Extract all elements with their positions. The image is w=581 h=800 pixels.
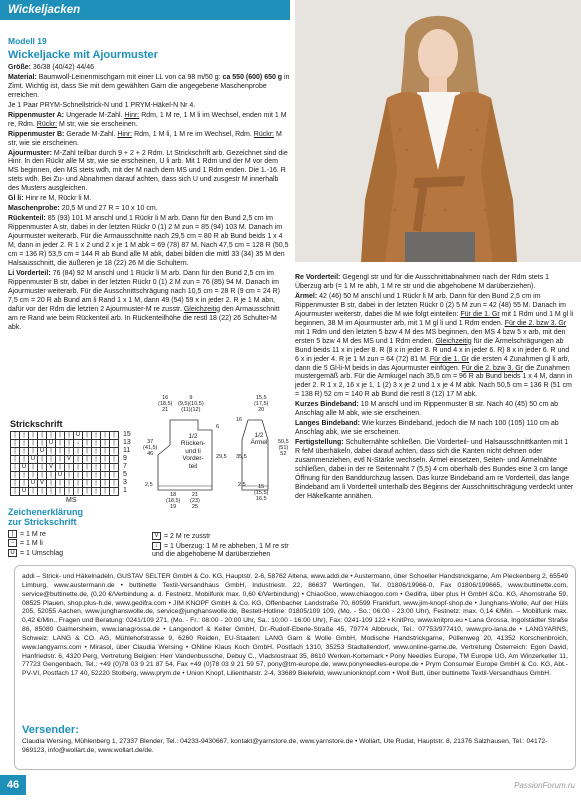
- kurzes-bindeband: Kurzes Bindeband: 10 M anschl und im Rippenmuster B str. Nach 40 (45) 50 cm ab Anschlag alle M abk, wie sie erscheinen.: [295, 401, 559, 418]
- sizes-paragraph: Größe: 36/38 (40/42) 44/46: [8, 63, 95, 71]
- material-paragraph: Material: Baumwoll-Leinenmischgarn mit einer LL von ca 98 m/50 g: ca 550 (600) 650 g in Zimt. Wichtig ist, dass Sie mit dem gewählten Garn die angegebene Maschenprobe erreichen.: [8, 73, 290, 99]
- aermel: Ärmel: 42 (46) 50 M anschl und 1 Rückr li M arb. Dann für den Bund 2,5 cm im Rippenmuster B str, dabei in der letzten Rückr 0 (2) 5 M zun = 42 (48) 55 M. Danach im Ajourmuster weiterstr, dabei die M wie folgt einteilen: Für die 1. Gr mit 1 Rdm und 1 M gl li beginnen, 38 M im Ajourmuster arb, mit 1 M gl li und 1 Rdm enden. Für die 2. bzw 3. Gr mit 1 Rdm und den letzten 5 bzw 4 M des MS beginnen, den MS 4 bzw 5 x arb, mit den ersten 5 bzw 4 M des MS und 1 Rdm enden. Gleichzeitig für die Ärmelschrägungen ab Bund beids 11 x in jeder 8. R (8 x in jeder 8. R und 4 x in jeder 6. R) 8 x in jeder 6. R und 6 x in jeder 4. R je 1 M zun = 64 (72) 81 M. Für die 1. Gr die ersten 4 Zunahmen gl li arb, dann die 5 Gl-li-M beids in das Ajourmuster einfügen. Für die 2. bzw 3. Gr die Zunahmen mustergemäß arb. Für die Armkugel nach 35,5 cm = 96 R ab Bund beids 1 x 4 M, dann in jeder 2. R 1 x 2, 16 x je 1, 1 (2) 3 x je 2 und 1 x je 4 M abk. Nach 50,5 cm = 136 R (51 cm = 138 R) 52 cm = 140 R ab Bund die restl 8 (12) 17 M abk.: [295, 292, 574, 399]
- maschenprobe: Maschenprobe: 20,5 M und 27 R = 10 x 10 cm.: [8, 205, 158, 213]
- instructions-left: [8, 36, 290, 334]
- ajourmuster: Ajourmuster: M-Zahl teilbar durch 9 + 2 + 2 Rdm. Lt Strickschrift arb. Gezeichnet sind die Hinr. In den Rückr alle M str, wie sie erscheinen, U li arb. Mit 1 Rdm und der M vor dem MS beginnen, den MS stets wdh, mit der M nach dem MS und 1 Rdm enden. Die 1.-16. R stets wdh. Bei Zu- und Abnahmen darauf achten, dass sich U und zusgestr M innerhalb des Musters ausgleichen.: [8, 149, 288, 193]
- legend-item: | = 1 M re: [8, 530, 290, 540]
- legend-item: U = 1 Umschlag: [8, 549, 290, 559]
- knitting-chart: | | | | | | | U | | | | | | | | U | | ↓ | | | | | | | U | | | | | | | | | | U | | | V | | | | | | U | | V | | | | | | | | | | | | U | | | | | | | | U V | | | | | | | | | U | | | | | | | | | |: [10, 431, 119, 496]
- legend-item: − = 1 M li: [8, 539, 290, 549]
- rueckenteil: Rückenteil: 85 (93) 101 M anschl und 1 Rückr li M arb. Dann für den Bund 2,5 cm im Rippenmuster A str, dabei in der letzten Rückr 0 (1) 2 M zun = 85 (94) 103 M. Danach im Ajourmuster weiterarb. Für die Armausschnitte nach 29,5 cm = 80 R ab Bund beids 1 x 4 M, dann in jeder 2. R 1 x 2 und 2 x je 1 M abk = 69 (78) 87 M. Nach 47,5 cm = 128 R (50,5 cm = 136 R) 53,5 cm = 144 R ab Bund alle M abk, dabei bilden die mittl 33 (34) 35 M den Halsausschnitt, die äußeren je 18 (22) 26 M die Schultern.: [8, 215, 289, 267]
- ms-label: MS: [66, 497, 77, 504]
- fertigstellung: Fertigstellung: Schulternähte schließen. Die Vorderteil- und Halsausschnittkanten mit 1 R feM überhäkeln, dabei darauf achten, dass sich die Kanten nicht dehnen oder zusammenziehen, evtl N-Stärke wechseln. Ärmel einsetzen, Seiten- und Ärmelnähte schließen, dabei in der re Seitennaht 7 (5,5) 4 cm oberhalb des Bundes eine 3 cm lange Öffnung für den Banddurchzug lassen. Das kurze Bindeband am re Vorderteil, das lange Bindeband am li Vorderteil unterhalb des Beginns der Ausschnittschrägung verdeckt unter der Häkelkante annähen.: [295, 439, 574, 500]
- rippenmuster-b: Rippenmuster B: Gerade M-Zahl. Hinr: Rdm, 1 M li, 1 M re im Wechsel, Rdm. Rückr: M str, wie sie erscheinen.: [8, 130, 282, 147]
- legend-item: V = 2 M re zusstr: [152, 532, 292, 542]
- page-title: Wickeljacken: [8, 4, 81, 16]
- rippenmuster-a: Rippenmuster A: Ungerade M-Zahl. Hinr: Rdm, 1 M re, 1 M li im Wechsel, enden mit 1 M re, Rdm. Rückr: M str, wie sie erscheinen.: [8, 111, 287, 128]
- page-number: 46: [0, 775, 26, 795]
- model-title: Wickeljacke mit Ajourmuster: [8, 48, 158, 61]
- versender-block: [22, 723, 568, 755]
- legend-item: ↓ = 1 Überzug: 1 M re abheben, 1 M re str und die abgehobene M darüberziehen: [152, 542, 289, 559]
- model-photo: [295, 0, 581, 262]
- versender-text: Claudia Wersing, Mühlenberg 1, 27337 Blender, Tel.: 04233-9430667, kontakt@yarnstore.de, www.yarnstore.de • Wollart, Ute Rudat, Hauptstr. 8, 21376 Salzhausen, Tel.: 04172-969123, info@wollart.de, www.wollart.de/de.: [22, 738, 548, 754]
- garment-schema: [140, 400, 295, 505]
- header-bar: [0, 0, 290, 20]
- model-photo-illustration: [295, 0, 581, 262]
- schema-back-label: 1/2 Rücken- und li Vorder- teil: [180, 433, 206, 470]
- model-number: Modell 19: [8, 36, 47, 46]
- langes-bindeband: Langes Bindeband: Wie kurzes Bindeband, jedoch die M nach 100 (105) 110 cm ab Anschlag abk, wie sie erscheinen.: [295, 420, 559, 437]
- legend-right: [152, 532, 292, 559]
- re-vorderteil: Re Vorderteil: Gegengl str und für die Ausschnittabnahmen nach der Rdm stets 1 Überzug arb (= 1 M re abh, 1 M re str und die abgehobene M darüberziehen).: [295, 274, 549, 290]
- versender-title: Versender:: [22, 724, 79, 736]
- instructions-right: [295, 274, 575, 503]
- glatt-links: Gl li: Hinr re M, Rückr li M.: [8, 195, 92, 203]
- li-vorderteil: Li Vorderteil: 76 (84) 92 M anschl und 1 Rückr li M arb. Dann für den Bund 2,5 cm im Rippenmuster B str, dabei in der letzten Rückr 0 (1) 2 M zun = 76 (85) 94 M. Danach im Ajourmuster weiterarb. Für die Ausschnittschrägung nach 10,5 cm = 28 R (9 cm = 24 R) 7,5 cm = 20 R ab Bund am li Rand 1 x 1 M, dann 49 (54) 59 x in jeder 2. R je 1 M abn, dafür vor der Rdm die letzten 2 Ajourmuster-M re zusstr. Gleichzeitig den Armausschnitt am re Rand wie beim Rückenteil arb. In Rückenteilhöhe die restl 18 (22) 26 Schulter-M abk.: [8, 269, 280, 331]
- chart-title: Strickschrift: [10, 419, 63, 429]
- legend-title-1: Zeichenerklärung: [8, 507, 84, 517]
- supplier-addresses: addi – Strick- und Häkelnadeln, GUSTAV SELTER GmbH & Co. KG, Hauptstr. 2-6, 58762 Altena, www.addi.de • Austermann, über Schoeller Handstrickgarne, Am Pleckenberg 2, 65549 Limburg, www.austermann.de • buttinette Textil-Versandhaus GmbH, Industriestr. 22, 86637 Wertingen, Tel. 01806/19966-0, Fax 01806/199665, www.buttinette.com, service@buttinette.de, (0,20 €/Verbindung a. d. Festnetz, Mobilfunk max. 0,60 €/Verbindung) • ChiaoGoo, www.chiaogoo.com • Gedifra, über plus H GmbH &Co. KG, Ahornstraße 59, 08525 Plauen, shop.plus-h.de, www.gedifra.com • JIM KNOPF GmbH & Co. KG, Offenbacher Landstraße 70, 60599 Frankfurt, www.jim-knopf-shop.de • Junghans-Wolle, Auf der Hüls 205, 52055 Aachen, www.junghanswolle.de, service@junghanswolle.de, Bestell-Hotline: 01805/109 109, (Mo. - So.: 06:00 - 23:00 Uhr), Festnetz: max. 0,14 €/Min. – Mobilfunk max. 0,42 €/Min., Fragen und Beratung: 0241/109 271, (Mo. - Fr.: 08:00 - 20:00 Uhr, Sa.: 10:00 - 16:00 Uhr), Fax: 0241-109 122 • KnitPro, www.knitpro.eu • Lana Grossa, Ingolstädter Straße 86, 85080 Gaimersheim, www.lanagrossa.de • Langendorf & Keller GmbH, Dr.-Rudolf-Eberle-Straße 45, 79774 Albbruck, Tel.: 07753/977410, www.pro-lana.de • LANGYARNS, Schweiz: LANG & CO. AG, Mühlehofstrasse 9, 6260 Reiden, EU-Staaten: LANG Garn & Wolle GmbH, Modische Handstrickgarne, Püllenweg 20, 41352 Korschenbroich, www.langyarns.com • Mirasol, über Claudia Wersing • ONline Klaus Koch GmbH, Postfach 1310, 35253 Stadtallendorf, www.online-garne.de, Vertretung Österreich: Egon David, Hanfriedstr. 6, 4320 Perg, Vertretung Belgien: Herr Vandenbussche, Debuy C., Vladslostraat 35, 8610 Werken-Kortemark • Pony Needles Europe, TM Europe UG, Am Winzerkeller 11, 77723 Gengenbach, Tel.: +49 (0)78 03 9 21 87 54, Fax +49 (0)78 03 9 21 59 57, pony@tm-europe.de, www.ponyneedles-europe.de • Prym Consumer Europe GmbH & Co. KG, Abt.-PV-VI, Postfach 17 40, 52220 Stolberg, www.prym.de • Union Knopf, Lilienthalstr. 2-4, 33689 Bielefeld, www.unionknopf.com • Woll Butt, über buttinette Textil-Versandhaus GmbH.: [22, 573, 568, 678]
- watermark: PassionForum.ru: [514, 781, 575, 790]
- schema-sleeve-label: 1/2 Ärmel: [250, 432, 268, 447]
- needles-paragraph: Je 1 Paar PRYM-Schnellstrick-N und 1 PRYM-Häkel-N Nr 4.: [8, 101, 196, 109]
- legend-title-2: zur Strickschrift: [8, 517, 77, 528]
